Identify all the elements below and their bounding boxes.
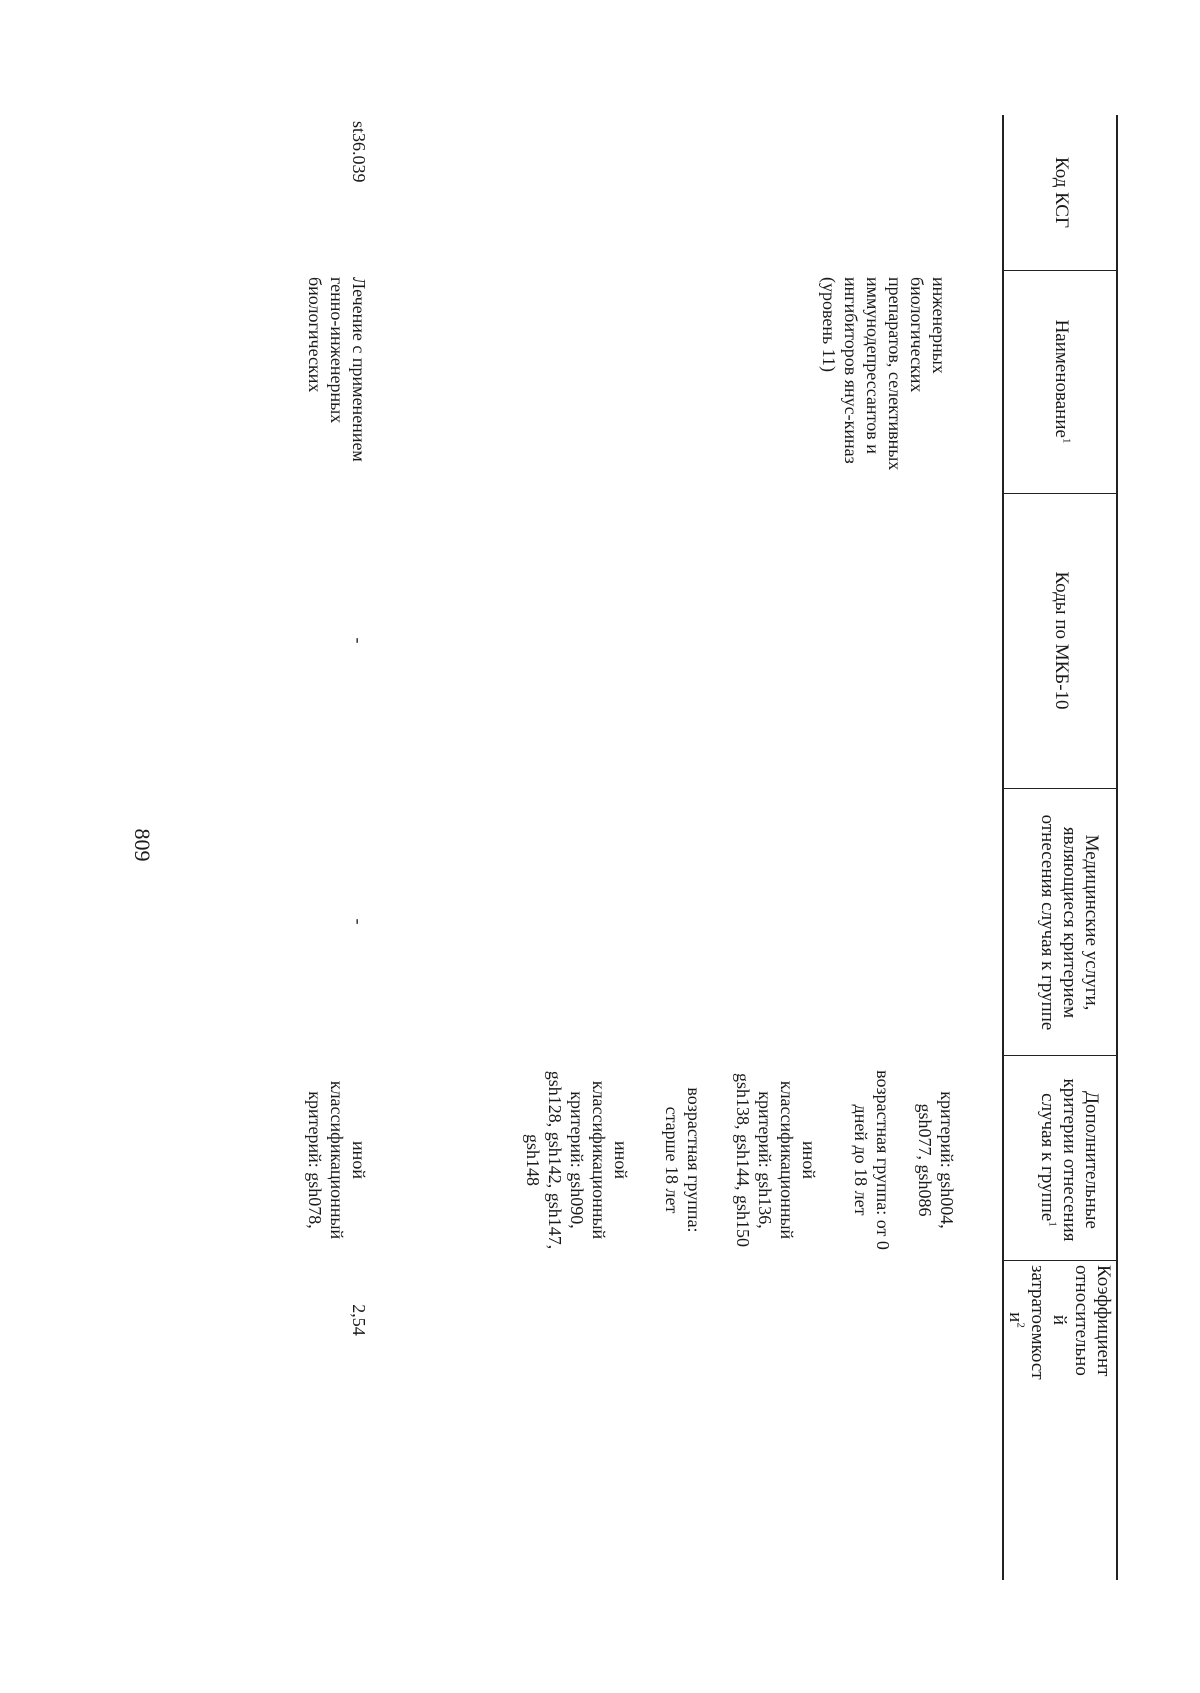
row2-coef: 2,54 <box>349 1304 369 1336</box>
header-coef-footnote: 2 <box>1014 1322 1027 1328</box>
header-coef: Коэффициент относительно й затратоемкост $и^2$ <box>1005 1265 1114 1380</box>
header-criteria: Дополнительные критерии отнесения случая к группе$^1$ <box>1037 1078 1102 1242</box>
header-criteria-footnote: 1 <box>1046 1221 1059 1227</box>
header-icd: Коды по МКБ-10 <box>1051 571 1072 710</box>
row1-name: инженерных биологических препаратов, селективных иммунодепрессантов и ингибиторов янус-киназ (уровень 11) <box>819 277 949 471</box>
col-divider-5 <box>1002 1260 1118 1261</box>
header-code: Код КСГ <box>1051 157 1072 228</box>
row2-criteria-1: иной классификационный критерий: gsh078, <box>305 1080 369 1240</box>
row2-icd: - <box>349 637 369 644</box>
header-name-footnote: 1 <box>1060 437 1073 444</box>
row2-services: - <box>349 918 369 925</box>
row1-criteria-1: критерий: gsh004, gsh077, gsh086 <box>915 1091 957 1229</box>
header-services: Медицинские услуги, являющиеся критерием отнесения случая к группе <box>1037 814 1102 1031</box>
page-number: 809 <box>130 828 155 862</box>
col-divider-4 <box>1002 1055 1118 1056</box>
row1-criteria-2: возрастная группа: от 0 дней до 18 лет <box>851 1070 893 1250</box>
row2-name: Лечение с применением генно-инженерных биологических <box>305 277 369 462</box>
row1-criteria-4: возрастная группа: старше 18 лет <box>662 1087 704 1233</box>
table-top-rule <box>1116 115 1118 1580</box>
col-divider-3 <box>1002 788 1118 789</box>
row2-code: st36.039 <box>349 121 369 183</box>
header-name: Наименование$^1$ <box>1051 319 1073 444</box>
row1-criteria-3: иной классификационный критерий: gsh136, gsh138, gsh144, gsh150 <box>733 1072 819 1247</box>
rotated-document-page <box>0 115 1190 1685</box>
row1-criteria-5: иной классификационный критерий: gsh090, gsh128, gsh142, gsh147, gsh148 <box>523 1070 631 1250</box>
